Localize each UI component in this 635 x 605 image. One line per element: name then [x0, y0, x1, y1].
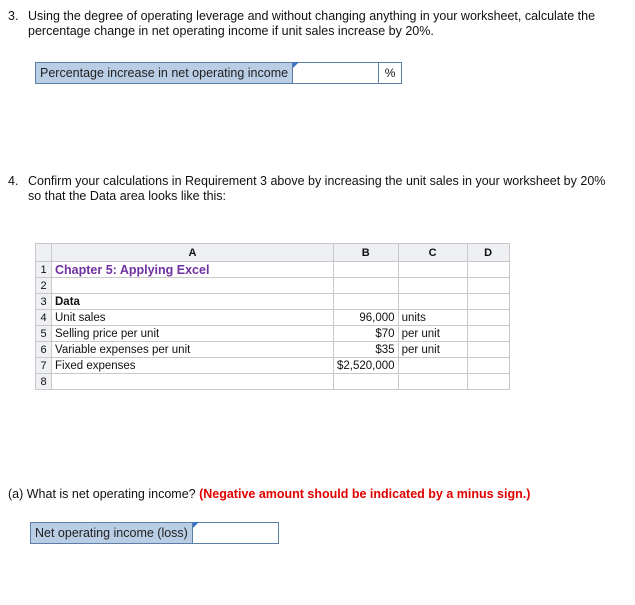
net-operating-income-label: Net operating income (loss) — [30, 522, 193, 544]
row-number: 6 — [36, 342, 52, 358]
selling-price-value: $70 — [334, 326, 399, 342]
question-3 — [8, 9, 595, 39]
negative-amount-note: (Negative amount should be indicated by a minus sign.) — [199, 487, 531, 501]
fixed-expenses-label: Fixed expenses — [52, 358, 334, 374]
percentage-increase-input-wrap — [293, 62, 379, 84]
cell-b — [334, 278, 399, 294]
corner-cell — [36, 244, 52, 262]
cell-a — [52, 374, 334, 390]
net-operating-income-input[interactable] — [193, 522, 279, 544]
table-row — [36, 310, 510, 326]
row-number: 3 — [36, 294, 52, 310]
row-number: 1 — [36, 262, 52, 278]
row-number: 7 — [36, 358, 52, 374]
table-row — [36, 342, 510, 358]
data-spreadsheet — [35, 243, 510, 390]
cell-b — [334, 262, 399, 278]
cell-d — [467, 342, 509, 358]
cell-c — [398, 262, 467, 278]
cell-c — [398, 278, 467, 294]
table-row — [36, 358, 510, 374]
cell-d — [467, 278, 509, 294]
row-number: 8 — [36, 374, 52, 390]
cell-c — [398, 294, 467, 310]
column-header-c: C — [398, 244, 467, 262]
cell-b — [334, 374, 399, 390]
row-number: 5 — [36, 326, 52, 342]
table-row — [36, 374, 510, 390]
cell-d — [467, 326, 509, 342]
column-header-d: D — [467, 244, 509, 262]
net-operating-income-input-wrap — [193, 522, 279, 544]
unit-sales-label: Unit sales — [52, 310, 334, 326]
cell-d — [467, 262, 509, 278]
question-3-line1: Using the degree of operating leverage and without changing anything in your worksheet, calculate the — [28, 9, 596, 23]
part-a-question-text: (a) What is net operating income? — [8, 487, 196, 501]
cell-d — [467, 374, 509, 390]
variable-expenses-label: Variable expenses per unit — [52, 342, 334, 358]
column-header-row — [36, 244, 510, 262]
unit-sales-unit: units — [398, 310, 467, 326]
percent-unit: % — [379, 62, 402, 84]
cell-d — [467, 358, 509, 374]
data-heading-cell: Data — [52, 294, 334, 310]
table-row — [36, 262, 510, 278]
selling-price-unit: per unit — [398, 326, 467, 342]
unit-sales-value: 96,000 — [334, 310, 399, 326]
percentage-increase-row — [35, 62, 402, 84]
cell-b — [334, 294, 399, 310]
input-marker-icon — [193, 522, 199, 528]
fixed-expenses-value: $2,520,000 — [334, 358, 399, 374]
cell-c — [398, 358, 467, 374]
cell-d — [467, 310, 509, 326]
percentage-increase-label: Percentage increase in net operating income — [35, 62, 293, 84]
net-operating-income-row — [30, 522, 279, 544]
row-number: 2 — [36, 278, 52, 294]
row-number: 4 — [36, 310, 52, 326]
question-4-line1: Confirm your calculations in Requirement 3 above by increasing the unit sales in your worksheet by 20% — [28, 174, 606, 188]
chapter-title-cell: Chapter 5: Applying Excel — [52, 262, 334, 278]
part-a-question — [8, 487, 530, 501]
cell-d — [467, 294, 509, 310]
cell-a — [52, 278, 334, 294]
percentage-increase-input[interactable] — [293, 62, 379, 84]
question-3-number: 3. — [8, 9, 19, 23]
column-header-a: A — [52, 244, 334, 262]
input-marker-icon — [293, 62, 299, 68]
column-header-b: B — [334, 244, 399, 262]
question-4-line2: so that the Data area looks like this: — [28, 189, 227, 203]
cell-c — [398, 374, 467, 390]
question-4 — [8, 174, 605, 204]
selling-price-label: Selling price per unit — [52, 326, 334, 342]
variable-expenses-unit: per unit — [398, 342, 467, 358]
table-row — [36, 278, 510, 294]
question-3-line2: percentage change in net operating income if unit sales increase by 20%. — [28, 24, 434, 38]
question-4-number: 4. — [8, 174, 19, 188]
table-row — [36, 294, 510, 310]
variable-expenses-value: $35 — [334, 342, 399, 358]
table-row — [36, 326, 510, 342]
